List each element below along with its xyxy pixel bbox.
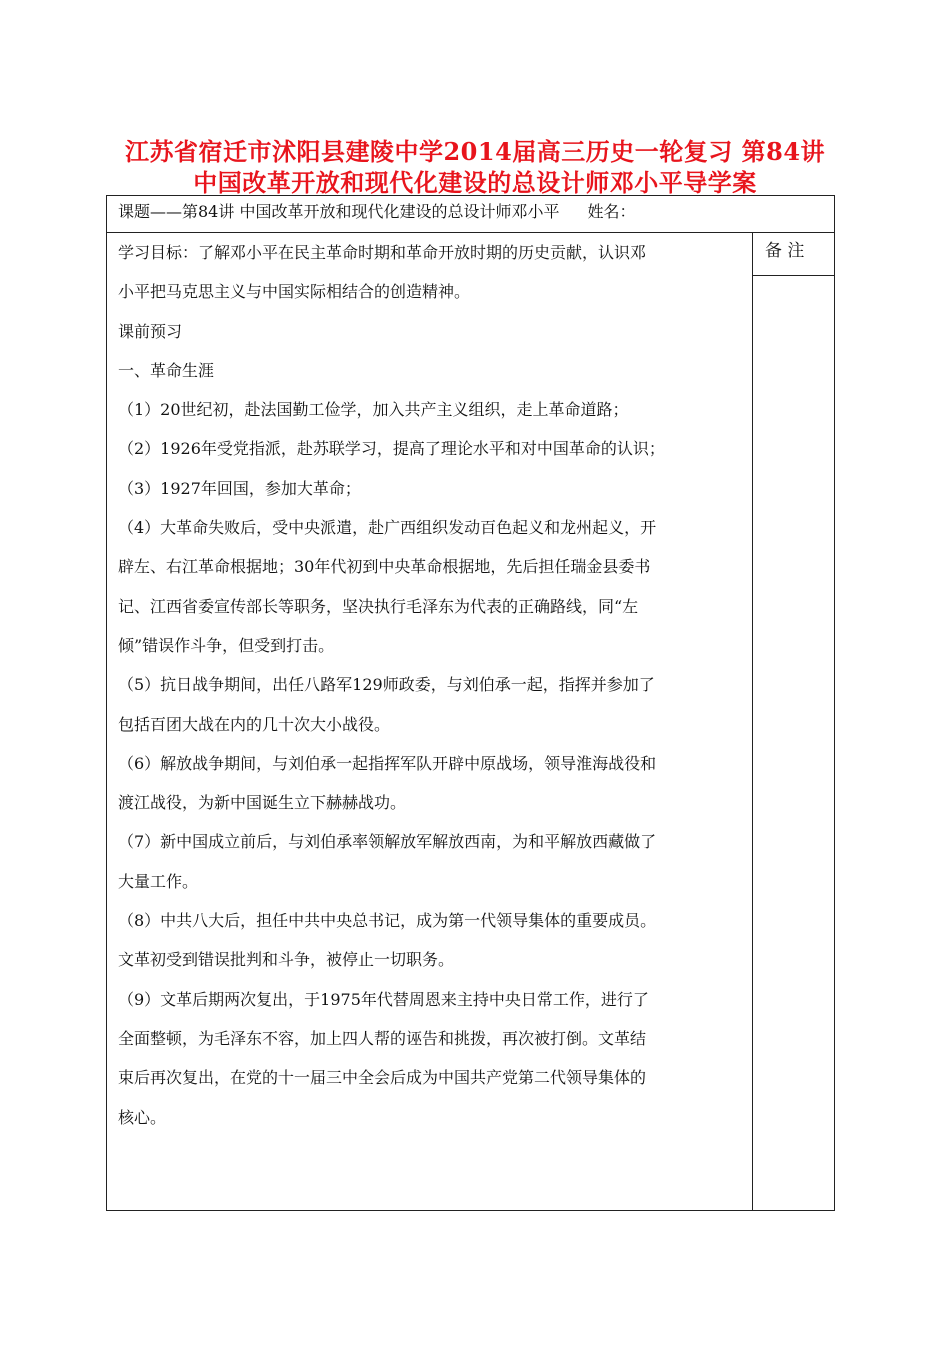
- content-line: 小平把马克思主义与中国实际相结合的创造精神。: [118, 282, 471, 302]
- topic-label: 课题——第84讲 中国改革开放和现代化建设的总设计师邓小平: [118, 202, 560, 221]
- content-line: （3）1927年回国，参加大革命；: [118, 478, 361, 498]
- document-title: [105, 136, 845, 198]
- content-line: （5）抗日战争期间，出任八路军129师政委，与刘伯承一起，指挥并参加了: [118, 675, 655, 695]
- main-content: [118, 233, 745, 1137]
- title-line-2: 中国改革开放和现代化建设的总设计师邓小平导学案: [193, 168, 757, 197]
- content-line: 文革初受到错误批判和斗争，被停止一切职务。: [118, 950, 455, 970]
- content-line: 辟左、右江革命根据地；30年代初到中央革命根据地，先后担任瑞金县委书: [118, 557, 651, 577]
- content-line: 包括百团大战在内的几十次大小战役。: [118, 714, 391, 734]
- content-line: 记、江西省委宣传部长等职务，坚决执行毛泽东为代表的正确路线，同“左: [118, 596, 639, 616]
- content-line: 倾”错误作斗争，但受到打击。: [118, 635, 335, 655]
- content-line: （2）1926年受党指派，赴苏联学习，提高了理论水平和对中国革命的认识；: [118, 439, 665, 459]
- header-row: [107, 196, 834, 233]
- study-sheet-table: [106, 195, 835, 1211]
- content-line: 全面整顿，为毛泽东不容，加上四人帮的诬告和挑拨，再次被打倒。文革结: [118, 1028, 647, 1048]
- column-divider: [752, 233, 753, 1210]
- content-line: （4）大革命失败后，受中央派遣，赴广西组织发动百色起义和龙州起义，开: [118, 518, 657, 538]
- name-label: 姓名：: [587, 202, 636, 221]
- content-line: 束后再次复出，在党的十一届三中全会后成为中国共产党第二代领导集体的: [118, 1068, 647, 1088]
- content-line: 渡江战役，为新中国诞生立下赫赫战功。: [118, 793, 407, 813]
- content-line: 课前预习: [118, 321, 183, 341]
- content-line: （6）解放战争期间，与刘伯承一起指挥军队开辟中原战场，领导淮海战役和: [118, 753, 657, 773]
- content-line: 核心。: [118, 1107, 167, 1127]
- content-line: 一、革命生涯: [118, 360, 215, 380]
- title-line-1: 江苏省宿迁市沭阳县建陵中学2014届高三历史一轮复习 第84讲: [124, 137, 826, 166]
- content-line: 大量工作。: [118, 871, 199, 891]
- content-line: （9）文革后期两次复出，于1975年代替周恩来主持中央日常工作，进行了: [118, 989, 649, 1009]
- content-line: 学习目标：了解邓小平在民主革命时期和革命开放时期的历史贡献，认识邓: [118, 243, 647, 262]
- content-line: （7）新中国成立前后，与刘伯承率领解放军解放西南，为和平解放西藏做了: [118, 832, 657, 852]
- content-line: （8）中共八大后，担任中共中央总书记，成为第一代领导集体的重要成员。: [118, 911, 657, 931]
- notes-header: 备 注: [753, 233, 835, 276]
- content-line: （1）20世纪初，赴法国勤工俭学，加入共产主义组织，走上革命道路；: [118, 400, 629, 420]
